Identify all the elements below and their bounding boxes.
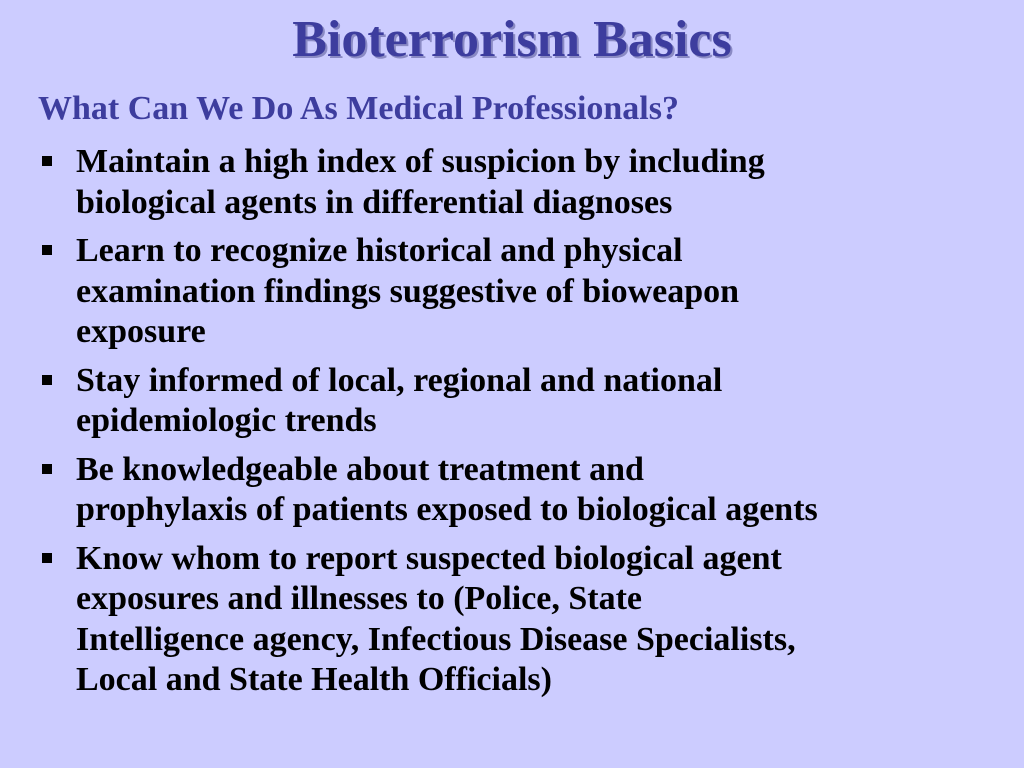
bullet-text-line: Be knowledgeable about treatment and (76, 450, 644, 488)
bullet-text-line: Local and State Health Officials) (76, 661, 552, 698)
bullet-text-line: biological agents in differential diagnoses (76, 183, 673, 221)
bullet-text-line: epidemiologic trends (76, 402, 377, 439)
square-bullet-icon (42, 375, 52, 385)
bullet-text-line: exposure (76, 313, 206, 350)
bullet-item (38, 142, 1018, 223)
bullet-text-line: exposures and illnesses to (Police, State (76, 580, 643, 617)
bullet-list (38, 142, 1018, 709)
bullet-text-line: Intelligence agency, Infectious Disease Specialists, (76, 620, 796, 658)
bullet-item (38, 361, 1018, 442)
bullet-item (38, 539, 1018, 701)
bullet-text-line: Know whom to report suspected biological agent (76, 539, 782, 577)
slide-title: Bioterrorism Basics (292, 11, 732, 68)
bullet-text-line: Learn to recognize historical and physical (76, 232, 683, 269)
bullet-item (38, 450, 1018, 531)
square-bullet-icon (42, 553, 52, 563)
bullet-text-line: examination findings suggestive of bioweapon (76, 272, 740, 310)
square-bullet-icon (42, 245, 52, 255)
square-bullet-icon (42, 464, 52, 474)
bullet-text-line: prophylaxis of patients exposed to biological agents (76, 491, 818, 528)
bullet-text-line: Stay informed of local, regional and national (76, 361, 723, 399)
slide-subtitle: What Can We Do As Medical Professionals? (38, 90, 679, 127)
bullet-item (38, 231, 1018, 353)
square-bullet-icon (42, 156, 52, 166)
bullet-text-line: Maintain a high index of suspicion by including (76, 143, 765, 180)
